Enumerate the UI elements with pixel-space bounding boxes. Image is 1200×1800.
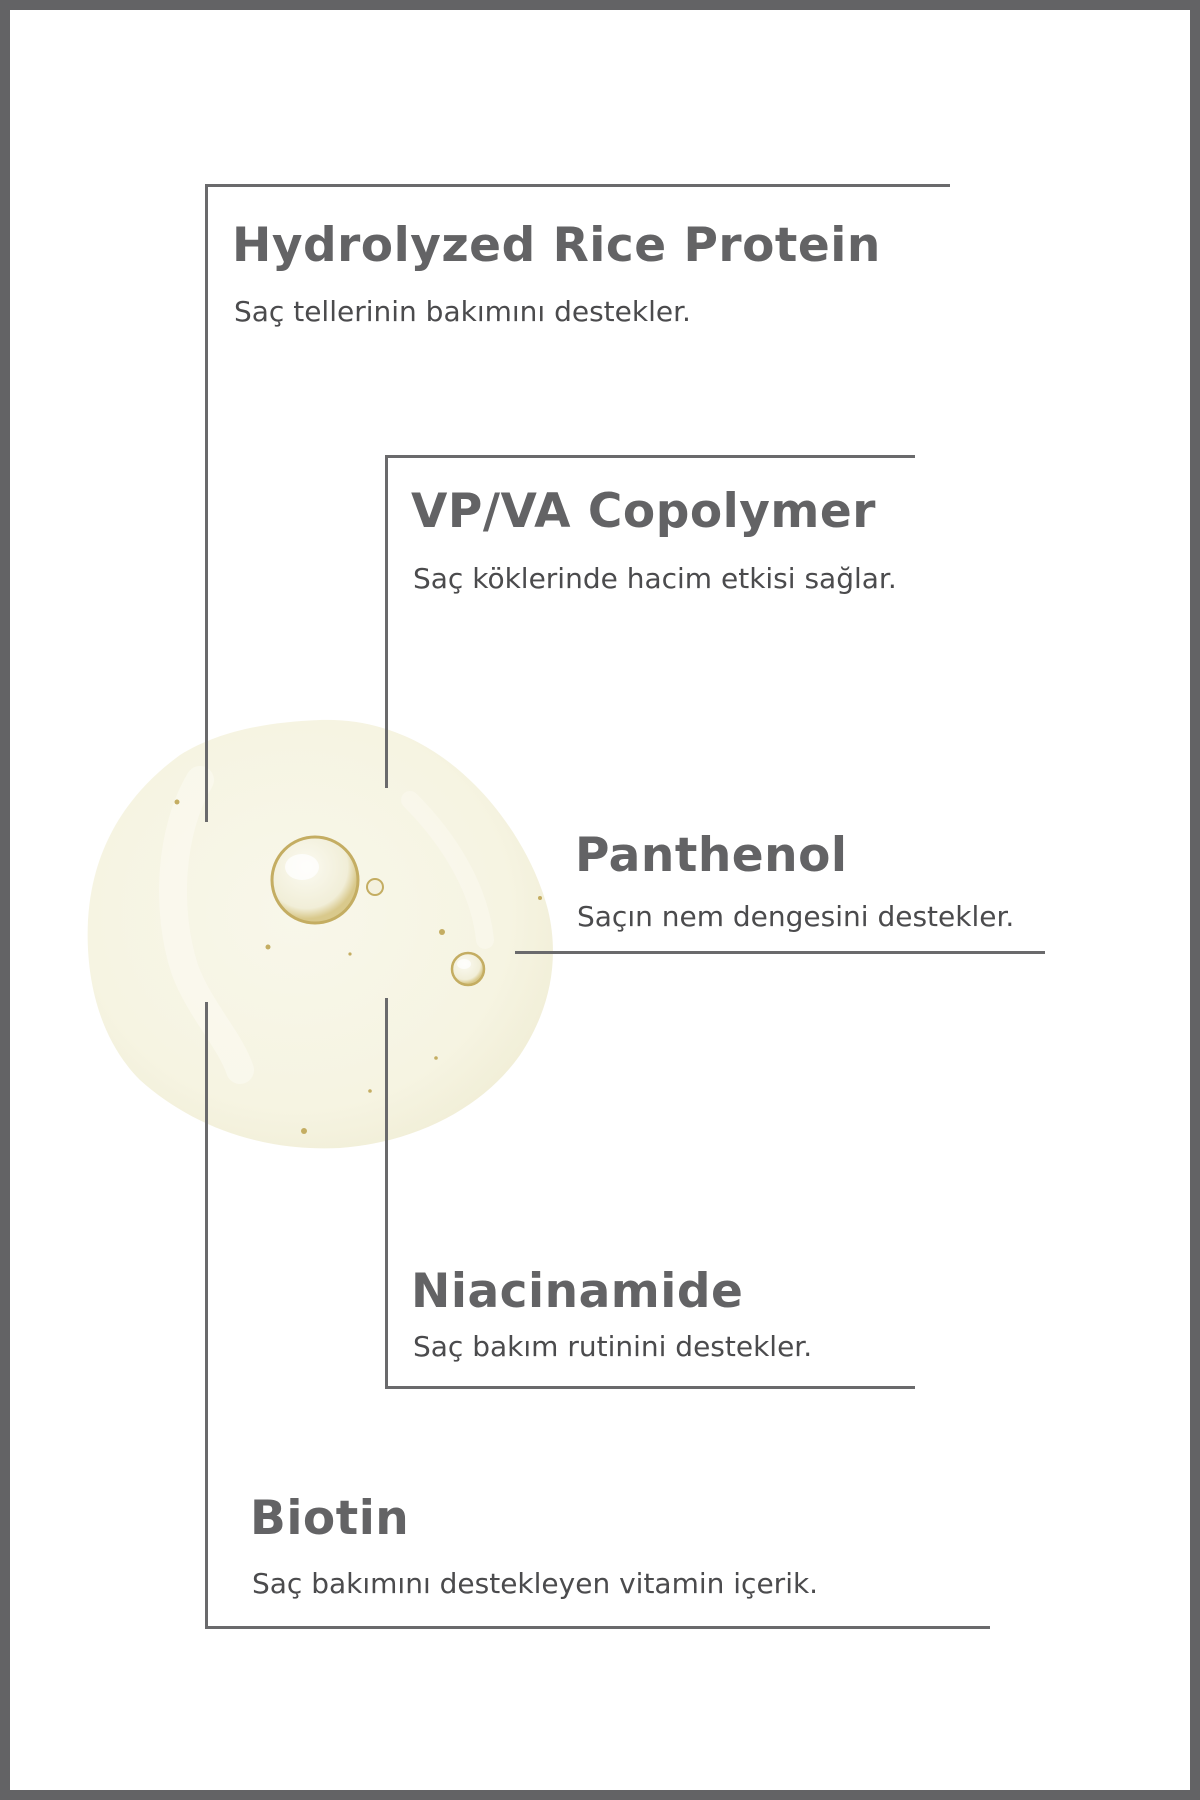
ingredient-desc-niacinamide: Saç bakım rutinini destekler. — [413, 1330, 813, 1363]
ingredient-title-niacinamide: Niacinamide — [411, 1264, 744, 1319]
copolymer-left-line — [385, 455, 388, 788]
ingredient-desc-rice-protein: Saç tellerinin bakımını destekler. — [234, 295, 691, 328]
rice-protein-left-line — [205, 184, 208, 822]
biotin-bottom-line — [205, 1626, 990, 1629]
large-bubble-icon — [272, 837, 358, 923]
serum-drop-image — [80, 710, 570, 1150]
small-bubble-icon — [367, 879, 383, 895]
ingredient-desc-copolymer: Saç köklerinde hacim etkisi sağlar. — [413, 562, 897, 595]
panthenol-line — [515, 951, 1045, 954]
copolymer-top-line — [385, 455, 915, 458]
ingredient-title-copolymer: VP/VA Copolymer — [411, 484, 876, 539]
medium-bubble-icon — [452, 953, 484, 985]
ingredient-desc-biotin: Saç bakımını destekleyen vitamin içerik. — [252, 1567, 819, 1600]
niacinamide-left-line — [385, 998, 388, 1389]
biotin-left-line — [205, 1002, 208, 1629]
ingredient-title-rice-protein: Hydrolyzed Rice Protein — [232, 218, 881, 273]
ingredient-desc-panthenol: Saçın nem dengesini destekler. — [577, 900, 1015, 933]
niacinamide-bottom-line — [385, 1386, 915, 1389]
ingredient-title-biotin: Biotin — [250, 1491, 410, 1546]
rice-protein-top-line — [205, 184, 950, 187]
ingredient-title-panthenol: Panthenol — [575, 828, 848, 883]
